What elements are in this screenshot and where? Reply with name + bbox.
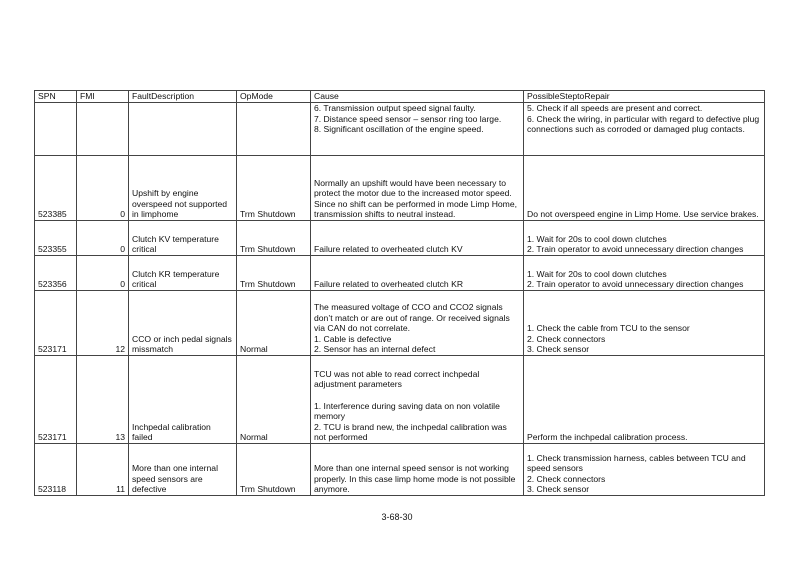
cell-fault-description: Clutch KR temperature critical [129, 256, 237, 291]
cell-fmi: 13 [77, 356, 129, 444]
table-row [35, 356, 765, 444]
column-header-opmode: OpMode [237, 91, 311, 103]
cell-cause: Normally an upshift would have been necessary to protect the motor due to the increased motor speed. Since no shift can be performed in mode Limp Home, transmission shifts to neutral instead. [311, 156, 524, 221]
cell-repair: Do not overspeed engine in Limp Home. Use service brakes. [524, 156, 765, 221]
table-header-row [35, 91, 765, 103]
cell-opmode: Trm Shutdown [237, 156, 311, 221]
cell-spn: 523171 [35, 356, 77, 444]
column-header-spn: SPN [35, 91, 77, 103]
table-row [35, 221, 765, 256]
cell-opmode: Normal [237, 356, 311, 444]
table-row [35, 103, 765, 156]
cell-opmode [237, 103, 311, 156]
table-row [35, 256, 765, 291]
cell-opmode: Normal [237, 291, 311, 356]
cell-opmode: Trm Shutdown [237, 256, 311, 291]
table-row [35, 291, 765, 356]
cell-fault-description: Clutch KV temperature critical [129, 221, 237, 256]
cell-fault-description: CCO or inch pedal signals missmatch [129, 291, 237, 356]
page-number: 3-68-30 [381, 512, 413, 522]
cell-opmode: Trm Shutdown [237, 444, 311, 496]
cell-repair: 1. Wait for 20s to cool down clutches 2. Train operator to avoid unnecessary direction changes [524, 256, 765, 291]
cell-repair: 1. Check the cable from TCU to the sensor 2. Check connectors 3. Check sensor [524, 291, 765, 356]
cell-cause: Failure related to overheated clutch KR [311, 256, 524, 291]
column-header-possible-step-to-repair: PossibleSteptoRepair [524, 91, 765, 103]
column-header-fault-description: FaultDescription [129, 91, 237, 103]
table-row [35, 156, 765, 221]
cell-fmi [77, 103, 129, 156]
cell-fmi: 12 [77, 291, 129, 356]
cell-cause: Failure related to overheated clutch KV [311, 221, 524, 256]
cell-spn [35, 103, 77, 156]
cell-fmi: 0 [77, 256, 129, 291]
cell-fmi: 0 [77, 221, 129, 256]
cell-repair: 1. Wait for 20s to cool down clutches 2. Train operator to avoid unnecessary direction changes [524, 221, 765, 256]
cell-spn: 523118 [35, 444, 77, 496]
cell-cause: More than one internal speed sensor is not working properly. In this case limp home mode is not possible anymore. [311, 444, 524, 496]
cell-spn: 523356 [35, 256, 77, 291]
table-row [35, 444, 765, 496]
cell-cause: TCU was not able to read correct inchpedal adjustment parameters 1. Interference during saving data on non volatile memory 2. TCU is brand new, the inchpedal calibration was not performed [311, 356, 524, 444]
cell-fault-description [129, 103, 237, 156]
cell-cause: The measured voltage of CCO and CCO2 signals don’t match or are out of range. Or received signals via CAN do not correlate. 1. Cable is defective 2. Sensor has an internal defect [311, 291, 524, 356]
cell-fmi: 0 [77, 156, 129, 221]
cell-fault-description: Inchpedal calibration failed [129, 356, 237, 444]
cell-repair: 1. Check transmission harness, cables between TCU and speed sensors 2. Check connectors 3. Check sensor [524, 444, 765, 496]
column-header-cause: Cause [311, 91, 524, 103]
cell-fault-description: More than one internal speed sensors are defective [129, 444, 237, 496]
cell-fmi: 11 [77, 444, 129, 496]
cell-spn: 523385 [35, 156, 77, 221]
cell-spn: 523355 [35, 221, 77, 256]
cell-cause: 6. Transmission output speed signal faulty. 7. Distance speed sensor – sensor ring too large. 8. Significant oscillation of the engine speed. [311, 103, 524, 156]
cell-spn: 523171 [35, 291, 77, 356]
column-header-fmi: FMI [77, 91, 129, 103]
cell-repair: 5. Check if all speeds are present and correct. 6. Check the wiring, in particular with regard to defective plug connections such as corroded or damaged plug contacts. [524, 103, 765, 156]
cell-opmode: Trm Shutdown [237, 221, 311, 256]
fault-code-table [34, 90, 765, 496]
cell-fault-description: Upshift by engine overspeed not supported in limphome [129, 156, 237, 221]
cell-repair: Perform the inchpedal calibration process. [524, 356, 765, 444]
